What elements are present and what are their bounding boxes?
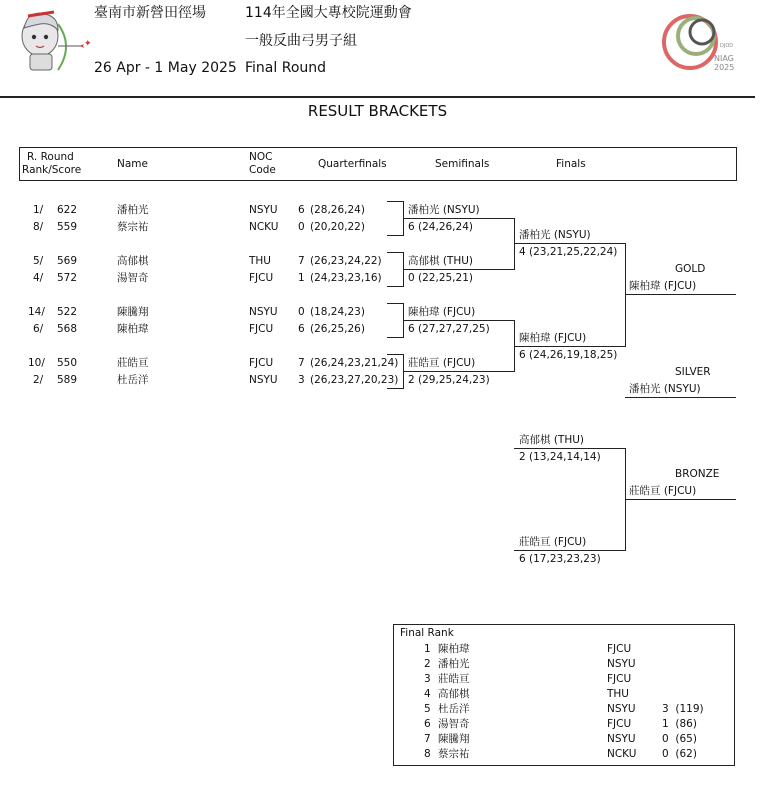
rank-position: 6 bbox=[424, 718, 431, 730]
rank: 6/ bbox=[33, 323, 44, 335]
venue: 臺南市新營田徑場 bbox=[94, 5, 206, 21]
diamond-icon: ✦ bbox=[84, 39, 92, 49]
rank-position: 8 bbox=[424, 748, 431, 760]
athlete-name: 高郁棋 bbox=[117, 255, 149, 267]
rank-extra: 0 (62) bbox=[662, 748, 697, 760]
rank-name: 潘柏光 bbox=[438, 658, 470, 670]
score: 522 bbox=[57, 306, 78, 318]
rank-noc: NSYU bbox=[607, 703, 636, 715]
bronze-match-score: 2 (13,24,14,14) bbox=[519, 451, 601, 463]
gold-line bbox=[625, 294, 736, 295]
score: 550 bbox=[57, 357, 78, 369]
round-name: Final Round bbox=[245, 60, 327, 76]
silver-line bbox=[625, 397, 736, 398]
final-line bbox=[514, 346, 626, 347]
sf-name: 潘柏光 (NSYU) bbox=[408, 204, 480, 216]
rank: 5/ bbox=[33, 255, 44, 267]
rank-name: 莊皓亘 bbox=[438, 673, 470, 685]
qf-detail: (26,24,23,21,24) bbox=[310, 357, 399, 369]
bracket-connector bbox=[387, 252, 404, 287]
final-score: 6 (24,26,19,18,25) bbox=[519, 349, 618, 361]
final-name: 陳柏瑋 (FJCU) bbox=[519, 332, 587, 344]
score: 559 bbox=[57, 221, 78, 233]
rank-noc: THU bbox=[607, 688, 629, 700]
athlete-name: 陳騰翔 bbox=[117, 306, 149, 318]
rank-name: 陳騰翔 bbox=[438, 733, 470, 745]
niag-logo bbox=[660, 10, 744, 78]
col-name: Name bbox=[117, 158, 148, 170]
noc: NSYU bbox=[249, 306, 278, 318]
noc: FJCU bbox=[249, 357, 274, 369]
bronze-line bbox=[625, 499, 736, 500]
score: 572 bbox=[57, 272, 78, 284]
rank-name: 高郁棋 bbox=[438, 688, 470, 700]
score: 622 bbox=[57, 204, 78, 216]
score: 568 bbox=[57, 323, 78, 335]
gold-winner: 陳柏瑋 (FJCU) bbox=[629, 280, 697, 292]
rank-name: 陳柏瑋 bbox=[438, 643, 470, 655]
athlete-name: 蔡宗祐 bbox=[117, 221, 149, 233]
rank-noc: NSYU bbox=[607, 658, 636, 670]
rank-noc: NCKU bbox=[607, 748, 637, 760]
col-noc-line1: NOC bbox=[249, 151, 273, 163]
athlete-name: 杜岳洋 bbox=[117, 374, 149, 386]
rank: 8/ bbox=[33, 221, 44, 233]
sf-name: 陳柏瑋 (FJCU) bbox=[408, 306, 476, 318]
rank: 1/ bbox=[33, 204, 44, 216]
logo-text-niag: NIAG bbox=[714, 54, 734, 63]
noc: FJCU bbox=[249, 323, 274, 335]
event-title: 114年全國大專校院運動會 bbox=[245, 5, 412, 21]
rank-position: 2 bbox=[424, 658, 431, 670]
sf-score: 6 (24,26,24) bbox=[408, 221, 473, 233]
qf-detail: (28,26,24) bbox=[310, 204, 365, 216]
rank-extra: 1 (86) bbox=[662, 718, 697, 730]
athlete-name: 潘柏光 bbox=[117, 204, 149, 216]
noc: NSYU bbox=[249, 374, 278, 386]
rank-noc: FJCU bbox=[607, 673, 632, 685]
qf-sets: 1 bbox=[298, 272, 305, 284]
rank-extra: 3 (119) bbox=[662, 703, 704, 715]
col-finals: Finals bbox=[556, 158, 586, 170]
col-rank-line2: Rank/Score bbox=[22, 164, 82, 176]
qf-sets: 3 bbox=[298, 374, 305, 386]
rank-name: 杜岳洋 bbox=[438, 703, 470, 715]
noc: FJCU bbox=[249, 272, 274, 284]
rank-position: 4 bbox=[424, 688, 431, 700]
bracket-connector bbox=[387, 303, 404, 338]
qf-detail: (18,24,23) bbox=[310, 306, 365, 318]
event-dates: 26 Apr - 1 May 2025 bbox=[94, 60, 237, 76]
score: 569 bbox=[57, 255, 78, 267]
qf-sets: 7 bbox=[298, 255, 305, 267]
col-rank-line1: R. Round bbox=[27, 151, 74, 163]
sf-score: 0 (22,25,21) bbox=[408, 272, 473, 284]
athlete-name: 莊皓亘 bbox=[117, 357, 149, 369]
bronze-match-score: 6 (17,23,23,23) bbox=[519, 553, 601, 565]
col-quarterfinals: Quarterfinals bbox=[318, 158, 387, 170]
sf-score: 2 (29,25,24,23) bbox=[408, 374, 490, 386]
bronze-match-name: 高郁棋 (THU) bbox=[519, 434, 585, 446]
rank-name: 湯智奇 bbox=[438, 718, 470, 730]
noc: NCKU bbox=[249, 221, 279, 233]
noc: NSYU bbox=[249, 204, 278, 216]
mascot-logo bbox=[14, 6, 86, 76]
rank: 14/ bbox=[28, 306, 45, 318]
rank: 4/ bbox=[33, 272, 44, 284]
col-semifinals: Semifinals bbox=[435, 158, 490, 170]
qf-detail: (26,25,26) bbox=[310, 323, 365, 335]
header-divider bbox=[0, 96, 755, 98]
sf-name: 莊皓亘 (FJCU) bbox=[408, 357, 476, 369]
sf-line bbox=[404, 269, 515, 270]
logo-small-text: DJOD bbox=[720, 43, 734, 49]
silver-winner: 潘柏光 (NSYU) bbox=[629, 383, 701, 395]
sf-line bbox=[404, 371, 515, 372]
noc: THU bbox=[249, 255, 271, 267]
qf-detail: (26,23,27,20,23) bbox=[310, 374, 399, 386]
bronze-winner: 莊皓亘 (FJCU) bbox=[629, 485, 697, 497]
gold-label: GOLD bbox=[675, 263, 706, 275]
athlete-name: 湯智奇 bbox=[117, 272, 149, 284]
event-category: 一般反曲弓男子組 bbox=[245, 33, 357, 49]
bracket-connector bbox=[514, 218, 515, 270]
rank-extra: 0 (65) bbox=[662, 733, 697, 745]
qf-detail: (26,23,24,22) bbox=[310, 255, 382, 267]
qf-sets: 6 bbox=[298, 204, 305, 216]
final-score: 4 (23,21,25,22,24) bbox=[519, 246, 618, 258]
final-name: 潘柏光 (NSYU) bbox=[519, 229, 591, 241]
bracket-connector bbox=[625, 243, 626, 347]
rank: 10/ bbox=[28, 357, 45, 369]
sf-score: 6 (27,27,27,25) bbox=[408, 323, 490, 335]
qf-sets: 6 bbox=[298, 323, 305, 335]
rank-position: 5 bbox=[424, 703, 431, 715]
bronze-label: BRONZE bbox=[675, 468, 720, 480]
sf-line bbox=[404, 320, 515, 321]
bronze-match-name: 莊皓亘 (FJCU) bbox=[519, 536, 587, 548]
rank-noc: NSYU bbox=[607, 733, 636, 745]
rank-noc: FJCU bbox=[607, 643, 632, 655]
final-line bbox=[514, 243, 626, 244]
bronze-match-line bbox=[514, 448, 626, 449]
bracket-connector bbox=[387, 354, 404, 389]
qf-sets: 0 bbox=[298, 221, 305, 233]
rank-position: 7 bbox=[424, 733, 431, 745]
rank-position: 3 bbox=[424, 673, 431, 685]
qf-sets: 7 bbox=[298, 357, 305, 369]
silver-label: SILVER bbox=[675, 366, 711, 378]
rank: 2/ bbox=[33, 374, 44, 386]
final-rank-title: Final Rank bbox=[400, 627, 454, 639]
athlete-name: 陳柏瑋 bbox=[117, 323, 149, 335]
qf-sets: 0 bbox=[298, 306, 305, 318]
rank-position: 1 bbox=[424, 643, 431, 655]
mascot-icon bbox=[14, 6, 86, 76]
page-title: RESULT BRACKETS bbox=[307, 102, 448, 120]
qf-detail: (24,23,23,16) bbox=[310, 272, 382, 284]
score: 589 bbox=[57, 374, 78, 386]
sf-line bbox=[404, 218, 515, 219]
bracket-connector bbox=[387, 201, 404, 236]
bronze-match-line bbox=[514, 550, 626, 551]
logo-text-year: 2025 bbox=[714, 63, 735, 72]
rank-noc: FJCU bbox=[607, 718, 632, 730]
sf-name: 高郁棋 (THU) bbox=[408, 255, 474, 267]
rank-name: 蔡宗祐 bbox=[438, 748, 470, 760]
qf-detail: (20,20,22) bbox=[310, 221, 365, 233]
col-noc-line2: Code bbox=[249, 164, 276, 176]
